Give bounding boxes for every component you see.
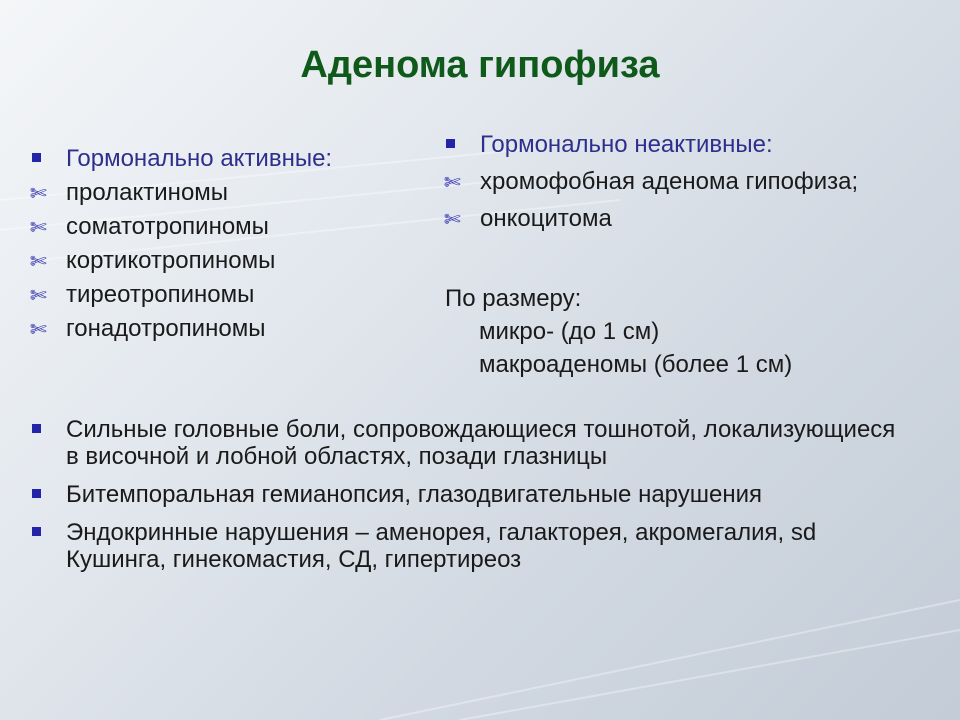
symptom-item xyxy=(32,519,896,573)
scissors-bullet-icon: ✄ xyxy=(30,317,47,341)
list-item-label: онкоцитома xyxy=(480,205,612,232)
size-section-heading: По размеру: xyxy=(445,285,582,312)
left-column-heading-row xyxy=(32,142,332,176)
left-column-heading: Гормонально активные: xyxy=(66,145,333,172)
symptom-text: Сильные головные боли, сопровождающиеся тошнотой, локализующиеся в височной и лобной областях, позади глазницы xyxy=(66,416,896,470)
scissors-bullet-icon: ✄ xyxy=(30,283,47,307)
slide-title: Аденома гипофиза xyxy=(300,44,660,86)
square-bullet-icon xyxy=(32,489,41,498)
square-bullet-icon xyxy=(32,153,41,162)
list-item xyxy=(32,278,332,312)
symptom-item xyxy=(32,481,896,508)
left-column xyxy=(32,142,332,346)
list-item-label: гонадотропиномы xyxy=(66,315,266,342)
list-item-label: тиреотропиномы xyxy=(66,281,255,308)
symptom-item xyxy=(32,416,896,470)
list-item-label: кортикотропиномы xyxy=(66,247,276,274)
square-bullet-icon xyxy=(446,139,455,148)
scissors-bullet-icon: ✄ xyxy=(30,181,47,205)
scissors-bullet-icon: ✄ xyxy=(30,215,47,239)
right-column-heading-row xyxy=(446,128,858,162)
scissors-bullet-icon: ✄ xyxy=(30,249,47,273)
square-bullet-icon xyxy=(32,527,41,536)
size-section xyxy=(445,282,792,381)
right-column xyxy=(446,128,858,236)
list-item xyxy=(446,165,858,199)
list-item-label: хромофобная аденома гипофиза; xyxy=(480,168,859,195)
symptoms-list xyxy=(32,416,896,584)
scissors-bullet-icon: ✄ xyxy=(444,170,461,194)
list-item-label: пролактиномы xyxy=(66,179,229,206)
list-item-label: соматотропиномы xyxy=(66,213,269,240)
right-column-heading: Гормонально неактивные: xyxy=(480,131,773,158)
size-item: микро- (до 1 см) xyxy=(479,318,660,345)
square-bullet-icon xyxy=(32,424,41,433)
list-item xyxy=(32,244,332,278)
symptom-text: Эндокринные нарушения – аменорея, галакторея, акромегалия, sd Кушинга, гинекомастия, СД, гипертиреоз xyxy=(66,519,817,573)
list-item xyxy=(32,312,332,346)
symptom-text: Битемпоральная гемианопсия, глазодвигательные нарушения xyxy=(66,481,763,508)
list-item xyxy=(32,210,332,244)
scissors-bullet-icon: ✄ xyxy=(444,207,461,231)
list-item xyxy=(32,176,332,210)
size-item: макроаденомы (более 1 см) xyxy=(479,351,793,378)
list-item xyxy=(446,202,858,236)
